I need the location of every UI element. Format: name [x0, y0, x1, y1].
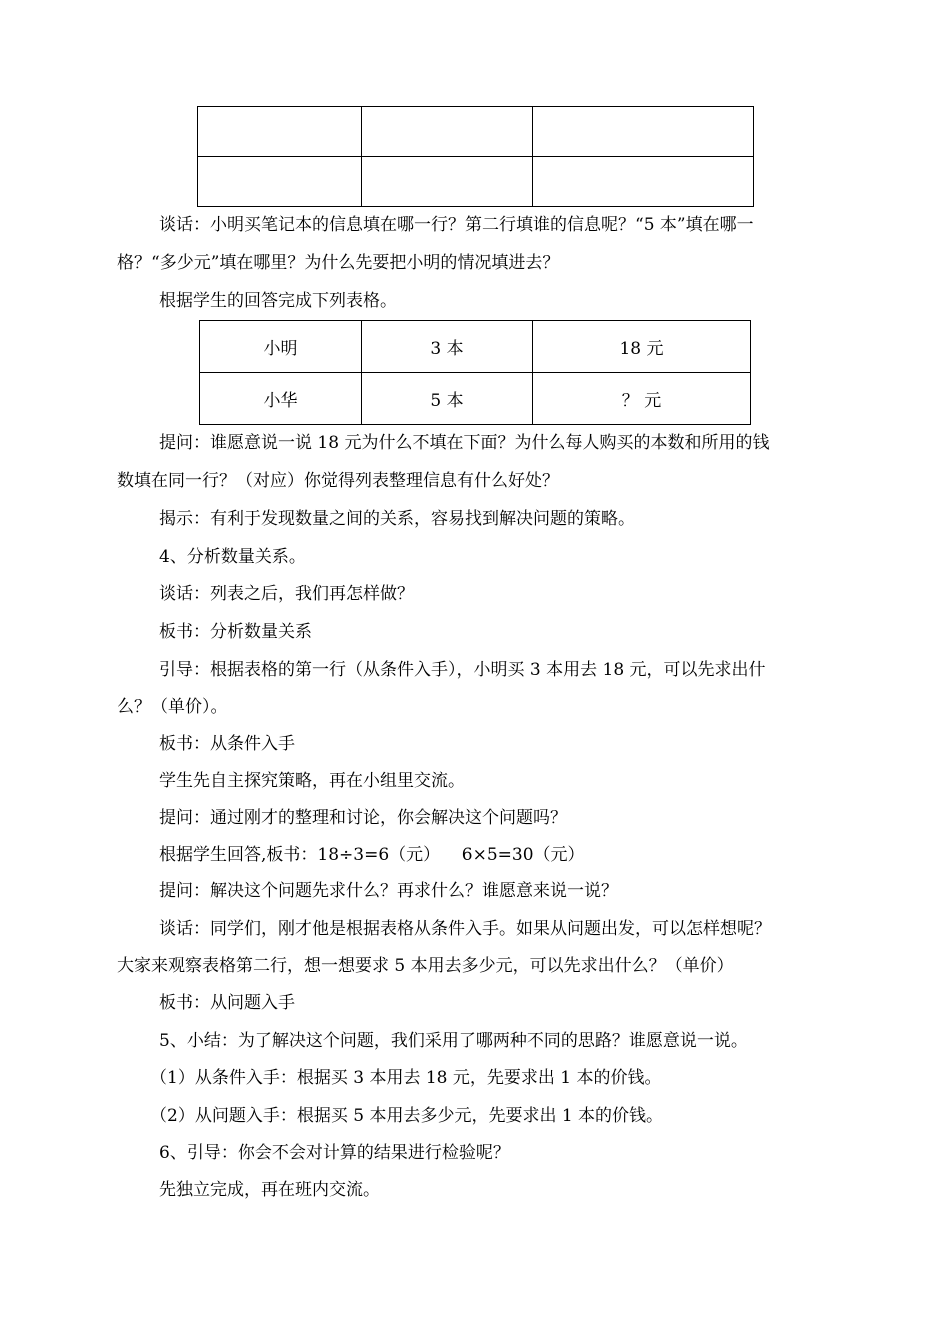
text-line: 5、小结：为了解决这个问题，我们采用了哪两种不同的思路？谁愿意说一说。	[159, 1031, 748, 1051]
filled-table	[199, 320, 751, 425]
text-line: 学生先自主探究策略，再在小组里交流。	[159, 771, 465, 791]
table-cell: 小明	[200, 321, 362, 373]
text-line: 根据学生的回答完成下列表格。	[159, 291, 397, 311]
table-cell: 18 元	[533, 321, 751, 373]
text-line: （2）从问题入手：根据买 5 本用去多少元，先要求出 1 本的价钱。	[150, 1106, 664, 1126]
text-line: 根据学生回答,板书：18÷3=6（元） 6×5=30（元）	[159, 845, 585, 865]
text-line: 谈话：同学们，刚才他是根据表格从条件入手。如果从问题出发，可以怎样想呢？	[159, 919, 771, 939]
empty-table	[197, 106, 754, 207]
table-cell: 小华	[200, 373, 362, 425]
text-line: 6、引导：你会不会对计算的结果进行检验呢？	[159, 1143, 510, 1163]
table-cell	[362, 107, 533, 157]
text-line: 么？（单价）。	[117, 697, 228, 717]
text-line: 板书：从条件入手	[159, 734, 295, 754]
table-cell	[533, 157, 754, 207]
table-row	[200, 373, 751, 425]
text-line: 谈话：小明买笔记本的信息填在哪一行？第二行填谁的信息呢？“5 本”填在哪一	[159, 215, 754, 235]
table-cell	[198, 107, 362, 157]
text-line: 数填在同一行？（对应）你觉得列表整理信息有什么好处？	[117, 471, 559, 491]
table-row	[198, 107, 754, 157]
text-line: （1）从条件入手：根据买 3 本用去 18 元，先要求出 1 本的价钱。	[150, 1068, 662, 1088]
text-line: 引导：根据表格的第一行（从条件入手），小明买 3 本用去 18 元，可以先求出什	[159, 660, 766, 680]
text-line: 先独立完成，再在班内交流。	[159, 1180, 380, 1200]
table-cell	[198, 157, 362, 207]
table-cell	[533, 107, 754, 157]
table-cell	[362, 157, 533, 207]
text-line: 4、分析数量关系。	[159, 547, 306, 567]
text-line: 板书：从问题入手	[159, 993, 295, 1013]
text-line: 揭示：有利于发现数量之间的关系，容易找到解决问题的策略。	[159, 509, 635, 529]
text-line: 板书：分析数量关系	[159, 622, 312, 642]
table-row	[198, 157, 754, 207]
table-cell: 5 本	[362, 373, 533, 425]
text-line: 提问：解决这个问题先求什么？再求什么？谁愿意来说一说？	[159, 881, 618, 901]
text-line: 大家来观察表格第二行，想一想要求 5 本用去多少元，可以先求出什么？（单价）	[117, 956, 734, 976]
text-line: 谈话：列表之后，我们再怎样做？	[159, 584, 414, 604]
table-cell: 3 本	[362, 321, 533, 373]
text-line: 提问：谁愿意说一说 18 元为什么不填在下面？为什么每人购买的本数和所用的钱	[159, 433, 770, 453]
text-line: 提问：通过刚才的整理和讨论，你会解决这个问题吗？	[159, 808, 567, 828]
table-cell: ？ 元	[533, 373, 751, 425]
text-line: 格？“多少元”填在哪里？为什么先要把小明的情况填进去？	[117, 253, 560, 273]
table-row	[200, 321, 751, 373]
